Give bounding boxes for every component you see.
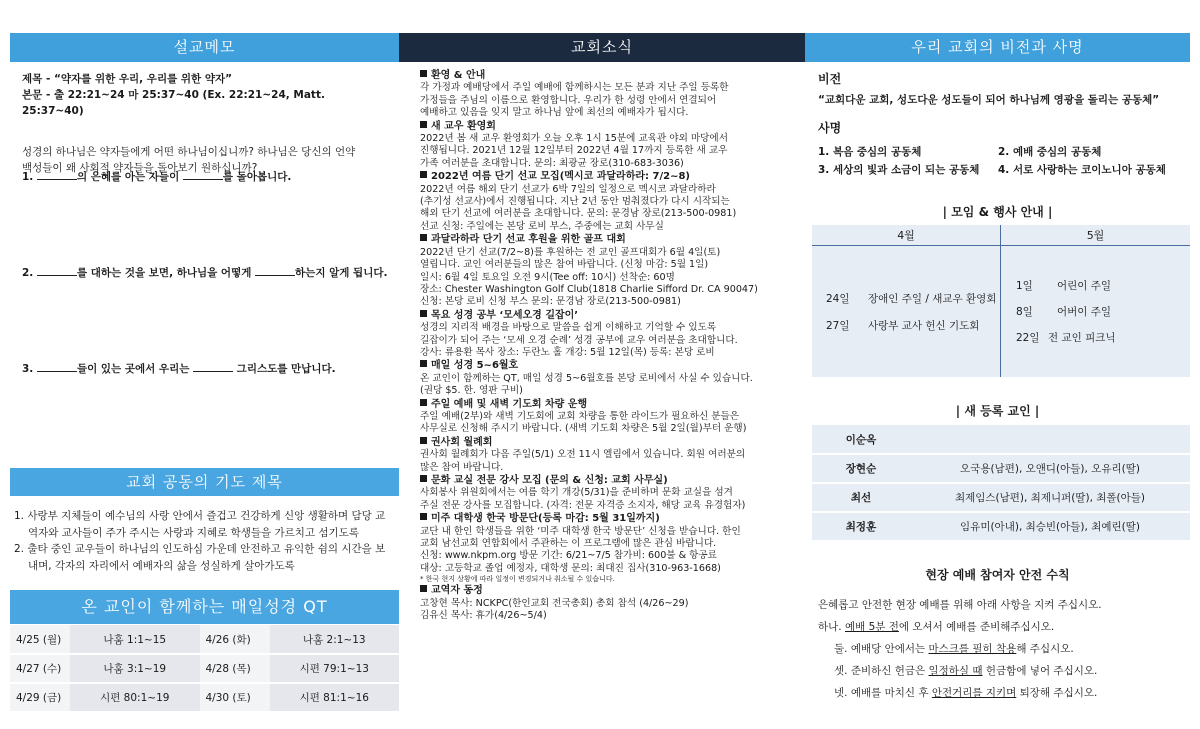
fill-blank[interactable] xyxy=(37,361,77,372)
mission-item: 2. 예배 중심의 공동체 xyxy=(998,146,1102,158)
safety-rule: 둘. 예배당 안에서는 마스크를 필히 착용해 주십시오. xyxy=(834,643,1074,655)
prayer-list xyxy=(14,508,394,574)
table-row xyxy=(812,425,1190,454)
prayer-item: 2. 출타 중인 교우들이 하나님의 인도하심 가운데 안전하고 유익한 쉼의 시간을 보내며, 각자의 자리에서 예배자의 삶을 성실하게 살아가도록 xyxy=(14,543,386,572)
qt-date: 4/30 (토) xyxy=(200,683,270,712)
safety-rule: 넷. 예배를 마치신 후 안전거리를 지키며 퇴장해 주십시오. xyxy=(834,687,1098,699)
qt-passage: 시편 79:1~13 xyxy=(270,654,400,683)
news-item: 주일 예배 및 새벽 기도회 차량 운행 주일 예배(2부)와 새벽 기도회에 교회 차량을 통한 라이드가 필요하신 분들은 사무실로 신청해 주시기 바랍니다. (새벽 기도회 차량은 5월 2일(월)부터 운행) xyxy=(420,398,747,435)
safety-intro: 은혜롭고 안전한 현장 예배를 위해 아래 사항을 지켜 주십시오. xyxy=(818,599,1102,611)
event-name: 사랑부 교사 헌신 기도회 xyxy=(868,320,980,332)
vision-section xyxy=(818,70,1190,177)
month-april-header: 4월 xyxy=(812,225,1000,246)
bullet-square-icon xyxy=(420,171,427,178)
news-item: 2022년 여름 단기 선교 모집(멕시코 과달라하라: 7/2~8) 2022년 여름 해외 단기 선교가 6박 7일의 일정으로 멕시코 과달라하라 (추기성 선교사)에서 진행됩니다. 지난 2년 동안 멈춰졌다가 다시 시작되는 해외 단기 선교에 여러분을 초대합니다. 문의: 문경남 장로(213-500-0981) 선교 신청: 주일에는 본당 로비 부스, 주중에는 교회 사무실 xyxy=(420,171,737,232)
sermon-intro-line: 성경의 하나님은 약자들에게 어떤 하나님이십니까? 하나님은 당신의 언약 xyxy=(22,146,356,158)
safety-rules xyxy=(818,594,1190,704)
table-row xyxy=(10,683,399,712)
qt-date: 4/25 (월) xyxy=(10,625,70,654)
sermon-question-1: 1. 의 은혜를 아는 자들이 를 돌아봅니다. xyxy=(22,171,292,183)
mission-item: 4. 서로 사랑하는 코이노니아 공동체 xyxy=(998,164,1166,176)
news-item: 매일 성경 5~6월호 온 교인이 함께하는 QT, 매일 성경 5~6월호를 본당 로비에서 사실 수 있습니다. (권당 $5. 한. 영판 구비) xyxy=(420,360,753,397)
bullet-square-icon xyxy=(420,513,427,520)
fill-blank[interactable] xyxy=(37,169,77,180)
vision-label: 비전 xyxy=(818,72,842,86)
member-name: 장현순 xyxy=(812,454,910,483)
news-item: 권사회 월례회 권사회 월례회가 다음 주일(5/1) 오전 11시 엘림에서 있습니다. 회원 여러분의 많은 참여 바랍니다. xyxy=(420,436,746,473)
member-name: 최선 xyxy=(812,483,910,512)
event-name: 장애인 주일 / 새교우 환영회 xyxy=(868,293,997,305)
bullet-square-icon xyxy=(420,475,427,482)
mission-item: 1. 복음 중심의 공동체 xyxy=(818,146,922,158)
table-row xyxy=(812,454,1190,483)
prayer-item: 1. 사랑부 지체들이 예수님의 사랑 안에서 즐겁고 건강하게 신앙 생활하며 담당 교역자와 교사들이 주가 주시는 사랑과 지혜로 학생들을 가르치고 섬기도록 xyxy=(14,510,386,539)
new-members-title: | 새 등록 교인 | xyxy=(955,404,1040,418)
fill-blank[interactable] xyxy=(183,169,223,180)
safety-rule: 셋. 준비하신 헌금은 일정하실 때 헌금함에 넣어 주십시오. xyxy=(834,665,1098,677)
table-row xyxy=(10,654,399,683)
mission-list xyxy=(818,144,1190,177)
sermon-passage: 본문 - 출 22:21~24 마 25:37~40 (Ex. 22:21~24, Matt. 25:37~40) xyxy=(22,89,325,117)
bullet-square-icon xyxy=(420,585,427,592)
table-row xyxy=(812,512,1190,541)
qt-passage: 나훔 2:1~13 xyxy=(270,625,400,654)
member-family xyxy=(910,425,1190,454)
member-family: 오국용(남편), 오앤디(아들), 오유리(딸) xyxy=(910,454,1190,483)
bullet-square-icon xyxy=(420,399,427,406)
sermon-question-2: 2. 를 대하는 것을 보면, 하나님을 어떻게 하는지 알게 됩니다. xyxy=(22,267,388,279)
bullet-square-icon xyxy=(420,310,427,317)
bullet-square-icon xyxy=(420,234,427,241)
news-item: 교역자 동정 고창현 목사: NCKPC(한인교회 전국총회) 총회 참석 (4/26~29) 김유신 목사: 휴가(4/26~5/4) xyxy=(420,585,689,622)
table-row xyxy=(812,483,1190,512)
month-may-header: 5월 xyxy=(1001,225,1190,246)
qt-date: 4/28 (목) xyxy=(200,654,270,683)
mission-label: 사명 xyxy=(818,121,842,135)
event-name: 전 교인 피크닉 xyxy=(1048,332,1116,344)
bullet-square-icon xyxy=(420,70,427,77)
qt-date: 4/26 (화) xyxy=(200,625,270,654)
safety-title: 현장 예배 참여자 안전 수칙 xyxy=(925,568,1070,582)
member-family: 최제임스(남편), 최제니퍼(딸), 최폴(아들) xyxy=(910,483,1190,512)
fill-blank[interactable] xyxy=(193,361,233,372)
bullet-square-icon xyxy=(420,121,427,128)
sermon-memo-header: 설교메모 xyxy=(10,33,399,62)
news-item: 새 교우 환영회 2022년 봄 새 교우 환영회가 오늘 오후 1시 15분에 교육관 야외 마당에서 진행됩니다. 2021년 12월 12일부터 2022년 4월 17까지 등록한 새 교우 가족 여러분을 초대합니다. 문의: 최광균 장로(310-683-3036) xyxy=(420,120,728,169)
news-item: 목요 성경 공부 ‘모세오경 길잡이’ 성경의 지리적 배경을 바탕으로 말씀을 쉽게 이해하고 기억할 수 있도록 길잡이가 되어 주는 ‘모세 오경 순례’ 성경 공부에 교우 여러분을 초대합니다. 강사: 류용환 목사 장소: 두란노 홀 개강: 5월 12일(목) 등록: 본당 로비 xyxy=(420,309,738,358)
qt-table xyxy=(10,625,399,713)
prayer-header: 교회 공동의 기도 제목 xyxy=(10,468,399,496)
event-day: 1일 xyxy=(1016,280,1033,292)
qt-passage: 나훔 1:1~15 xyxy=(70,625,200,654)
safety-rule: 하나. 예배 5분 전에 오셔서 예배를 준비해주십시오. xyxy=(818,621,1055,633)
event-day: 8일 xyxy=(1016,306,1033,318)
events-table xyxy=(812,225,1190,377)
bullet-square-icon xyxy=(420,360,427,367)
member-name: 최정훈 xyxy=(812,512,910,541)
table-row xyxy=(10,625,399,654)
qt-passage: 시편 80:1~19 xyxy=(70,683,200,712)
sermon-intro-line: 백성들이 왜 사회적 약자들을 돌아보기 원하십니까? xyxy=(22,162,258,174)
news-item: 환영 & 안내 각 가정과 예배당에서 주일 예배에 함께하시는 모든 분과 지난 주일 등록한 가정들을 주님의 이름으로 환영합니다. 우리가 한 성령 안에서 연결되어 예배하고 있음을 잊지 말고 하나님 앞에 최선의 예배자가 됩시다. xyxy=(420,70,729,119)
bullet-square-icon xyxy=(420,437,427,444)
events-title: | 모임 & 행사 안내 | xyxy=(942,205,1053,219)
church-news-header: 교회소식 xyxy=(399,33,805,62)
sermon-title: 제목 - “약자를 위한 우리, 우리를 위한 약자” xyxy=(22,73,233,85)
event-day: 24일 xyxy=(826,293,850,305)
new-members-table xyxy=(812,425,1190,542)
member-family: 임유미(아내), 최승빈(아들), 최예린(딸) xyxy=(910,512,1190,541)
qt-passage: 시편 81:1~16 xyxy=(270,683,400,712)
news-item: 미주 대학생 한국 방문단(등록 마감: 5월 31일까지) 교단 내 한인 학생들을 위한 ‘미주 대학생 한국 방문단’ 신청을 받습니다. 한인 교회 남선교회 연합회에서 주관하는 이 프로그램에 많은 관심 바랍니다. 신청: www.nkpm.org 방문 기간: 6/21~7/5 참가비: 600불 & 항공료 대상: 고등학교 졸업 예정자, 대학생 문의: 최대진 집사(310-963-1668) * 한국 현지 상황에 따라 일정이 변경되거나 취소될 수 있습니다. xyxy=(420,513,795,584)
mission-item: 3. 세상의 빛과 소금이 되는 공동체 xyxy=(818,164,980,176)
qt-date: 4/29 (금) xyxy=(10,683,70,712)
qt-date: 4/27 (수) xyxy=(10,654,70,683)
fill-blank[interactable] xyxy=(255,265,295,276)
vision-text: “교회다운 교회, 성도다운 성도들이 되어 하나님께 영광을 돌리는 공동체” xyxy=(818,94,1160,106)
news-note: * 한국 현지 상황에 따라 일정이 변경되거나 취소될 수 있습니다. xyxy=(420,575,615,584)
event-day: 22일 xyxy=(1016,332,1040,344)
qt-header: 온 교인이 함께하는 매일성경 QT xyxy=(10,590,399,624)
sermon-question-3: 3. 들이 있는 곳에서 우리는 그리스도를 만납니다. xyxy=(22,363,336,375)
qt-passage: 나훔 3:1~19 xyxy=(70,654,200,683)
news-item: 과달라하라 단기 선교 후원을 위한 골프 대회 2022년 단기 선교(7/2~8)를 후원하는 전 교인 골프대회가 6월 4일(토) 열립니다. 교인 여러분들의 많은 참여 바랍니다. (신청 마감: 5월 1일) 일시: 6월 4일 토요일 오전 9시(Tee off: 10시) 선착순: 60명 장소: Chester Washington Golf Club(1818 Charlie Sifford Dr. CA 90047) 신청: 본당 로비 신청 부스 문의: 문경남 장로(213-500-0981) xyxy=(420,234,758,308)
church-news xyxy=(420,70,795,623)
event-name: 어버이 주일 xyxy=(1057,306,1112,318)
news-item: 문화 교실 전문 강사 모집 (문의 & 신청: 교회 사무실) 사회봉사 위원회에서는 여름 학기 개강(5/31)을 준비하며 문화 교실을 섬겨 주실 전문 강사를 모집합니다. (자격: 전문 자격증 소지자, 해당 교육 유경험자) xyxy=(420,475,746,511)
event-name: 어린이 주일 xyxy=(1057,280,1112,292)
event-day: 27일 xyxy=(826,320,850,332)
vision-header: 우리 교회의 비전과 사명 xyxy=(805,33,1190,62)
member-name: 이순옥 xyxy=(812,425,910,454)
divider xyxy=(1000,225,1001,377)
fill-blank[interactable] xyxy=(37,265,77,276)
sermon-memo xyxy=(22,71,390,176)
